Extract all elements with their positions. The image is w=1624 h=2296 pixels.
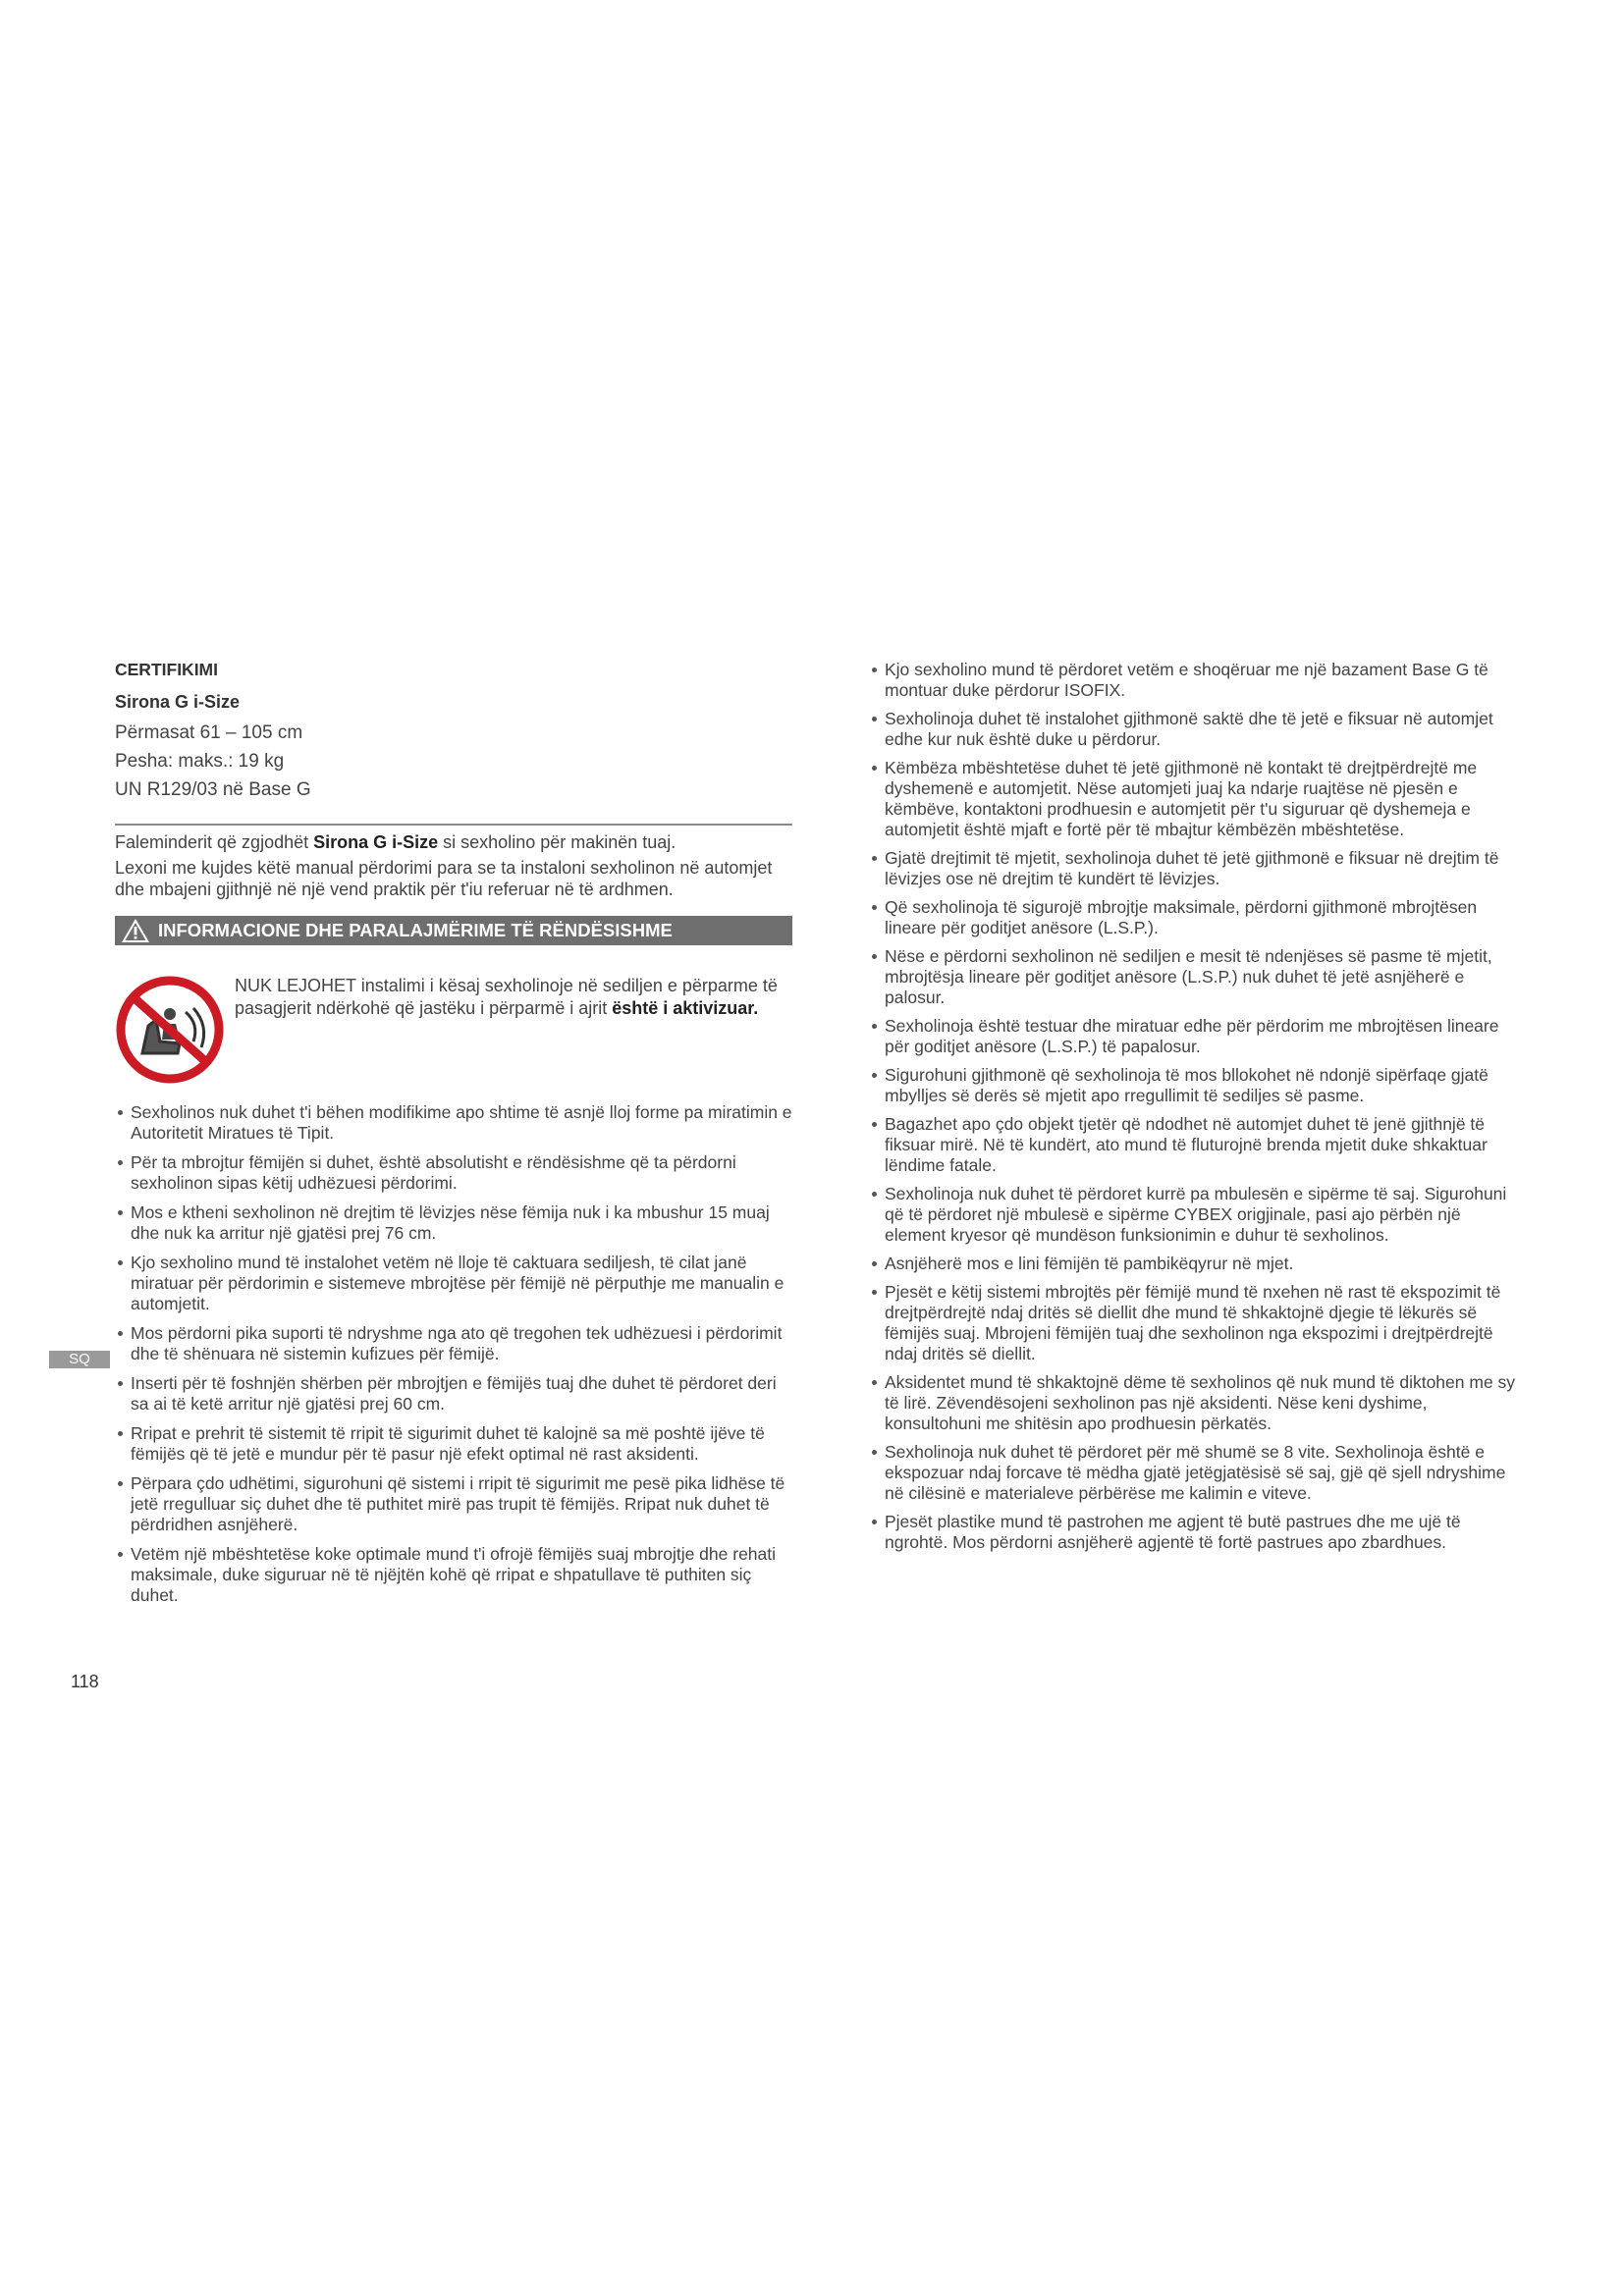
list-item: Sexholinoja nuk duhet të përdoret kurrë pa mbulesën e sipërme të saj. Sigurohuni që të përdoret një mbulesë e sipërme CYBEX origjinale, pasi ajo përbën një element kryesor që mundëson funksionimin e duhur të sexholinos. — [869, 1184, 1517, 1246]
right-bullet-list — [869, 660, 1517, 1553]
warning-header-bar — [115, 916, 792, 945]
prohibition-notice — [115, 975, 792, 1085]
list-item: Aksidentet mund të shkaktojnë dëme të sexholinos që nuk mund të diktohen me sy të lirë. Zëvendësojeni sexholinon pas një aksidenti. Nëse keni dyshime, konsultohuni me shitësin apo prodhuesin përkatës. — [869, 1372, 1517, 1434]
list-item: Sexholinoja duhet të instalohet gjithmonë saktë dhe të jetë e fiksuar në automjet edhe kur nuk është duke u përdorur. — [869, 709, 1517, 750]
certification-heading: CERTIFIKIMI — [115, 660, 218, 679]
list-item: Përpara çdo udhëtimi, sigurohuni që sistemi i rripit të sigurimit me pesë pika lidhëse të jetë rregulluar siç duhet dhe të puthitet mirë pas trupit të fëmijës. Rripat nuk duhet të përdridhen asnjëherë. — [115, 1473, 792, 1535]
list-item: Pjesët plastike mund të pastrohen me agjent të butë pastrues dhe me ujë të ngrohtë. Mos përdorni asnjëherë agjentë të fortë pastrues apo zbardhues. — [869, 1512, 1517, 1553]
thanks-paragraph — [115, 831, 792, 853]
section-divider — [115, 824, 792, 826]
spec-weight: Pesha: maks.: 19 kg — [115, 751, 285, 772]
intro-section — [115, 831, 792, 900]
list-item: Bagazhet apo çdo objekt tjetër që ndodhet në automjet duhet të jenë gjithnjë të fiksuar mirë. Në të kundërt, ato mund të fluturojnë brenda mjetit duke shkaktuar lëndime fatale. — [869, 1114, 1517, 1176]
read-manual-paragraph: Lexoni me kujdes këtë manual përdorimi para se ta instaloni sexholinon në automjet dhe mbajeni gjithnjë në një vend praktik për t'iu referuar në të ardhmen. — [115, 858, 773, 899]
list-item: Mos përdorni pika suporti të ndryshme nga ato që tregohen tek udhëzuesi i përdorimit dhe të shënuara në sistemin kufizues për fëmijë. — [115, 1323, 792, 1364]
list-item: Rripat e prehrit të sistemit të rripit të sigurimit duhet të kalojnë sa më poshtë ijëve të fëmijës që të jetë e mundur për të pasur një efekt optimal në rast aksidenti. — [115, 1423, 792, 1465]
thanks-text: Faleminderit që zgjodhët — [115, 832, 314, 852]
list-item: Gjatë drejtimit të mjetit, sexholinoja duhet të jetë gjithmonë e fiksuar në drejtim të lëvizjes ose në drejtim të kundërt të lëvizjes. — [869, 848, 1517, 889]
product-name: Sirona G i-Size — [115, 692, 241, 712]
list-item: Mos e ktheni sexholinon në drejtim të lëvizjes nëse fëmija nuk i ka mbushur 15 muaj dhe nuk ka arritur një gjatësi prej 76 cm. — [115, 1202, 792, 1244]
prohibition-emphasis: është i aktivizuar. — [612, 998, 759, 1018]
prohibition-text — [235, 975, 792, 1020]
list-item: Inserti për të foshnjën shërben për mbrojtjen e fëmijës tuaj dhe duhet të përdoret deri sa ai të ketë arritur një gjatësi prej 60 cm. — [115, 1373, 792, 1415]
list-item: Këmbëza mbështetëse duhet të jetë gjithmonë në kontakt të drejtpërdrejtë me dyshemenë e automjetit. Nëse automjeti juaj ka ndarje ruajtëse në pjesën e këmbëve, kontaktoni prodhuesin e automjetit për t'u siguruar që dyshemeja e automjetit është mjaft e fortë për të mbajtur këmbëzën mbështetëse. — [869, 758, 1517, 840]
list-item: Pjesët e këtij sistemi mbrojtës për fëmijë mund të nxehen në rast të ekspozimit të drejtpërdrejtë ndaj dritës së diellit dhe mund të shkaktojnë djegie të lëkurës së fëmijës suaj. Mbrojeni fëmijën tuaj dhe sexholinon nga ekspozimi i drejtpërdrejtë ndaj dritës së diellit. — [869, 1282, 1517, 1364]
left-bullet-list — [115, 1102, 792, 1606]
list-item: Kjo sexholino mund të përdoret vetëm e shoqëruar me një bazament Base G të montuar duke përdorur ISOFIX. — [869, 660, 1517, 701]
thanks-text-end: si sexholino për makinën tuaj. — [438, 832, 677, 852]
list-item: Vetëm një mbështetëse koke optimale mund t'i ofrojë fëmijës suaj mbrojtje dhe rehati maksimale, duke siguruar në të njëjtën kohë që rripat e shpatullave të puthiten siç duhet. — [115, 1544, 792, 1606]
spec-approval: UN R129/03 në Base G — [115, 779, 311, 800]
list-item: Sexholinos nuk duhet t'i bëhen modifikime apo shtime të asnjë lloj forme pa miratimin e Autoritetit Miratues të Tipit. — [115, 1102, 792, 1144]
thanks-product: Sirona G i-Size — [313, 832, 439, 852]
spec-dimensions: Përmasat 61 – 105 cm — [115, 722, 303, 743]
right-column — [869, 660, 1517, 1561]
list-item: Për ta mbrojtur fëmijën si duhet, është absolutisht e rëndësishme që ta përdorni sexholinon sipas këtij udhëzuesi përdorimi. — [115, 1152, 792, 1194]
left-column — [115, 660, 792, 1615]
language-tab: SQ — [49, 1351, 110, 1368]
list-item: Nëse e përdorni sexholinon në sediljen e mesit të ndenjëses së pasme të mjetit, mbrojtësja lineare për goditjet anësore (L.S.P.) nuk duhet të jetë asnjëherë e palosur. — [869, 946, 1517, 1008]
list-item: Sexholinoja është testuar dhe miratuar edhe për përdorim me mbrojtësen lineare për goditjet anësore (L.S.P.) të papalosur. — [869, 1016, 1517, 1057]
no-front-seat-airbag-icon — [115, 975, 225, 1085]
warning-triangle-icon — [121, 918, 150, 943]
list-item: Kjo sexholino mund të instalohet vetëm në lloje të caktuara sediljesh, të cilat janë miratuar për përdorimin e sistemeve mbrojtëse për fëmijë në përputhje me manualin e automjetit. — [115, 1253, 792, 1314]
prohibition-body: NUK LEJOHET instalimi i kësaj sexholinoje në sediljen e përparme të pasagjerit ndërkohë që jastëku i përparmë i ajrit — [235, 976, 778, 1018]
list-item: Sexholinoja nuk duhet të përdoret për më shumë se 8 vite. Sexholinoja është e ekspozuar ndaj forcave të mëdha gjatë jetëgjatësisë së saj, gjë që sjell ndryshime në cilësinë e materialeve përbërëse me kalimin e viteve. — [869, 1442, 1517, 1504]
list-item: Asnjëherë mos e lini fëmijën të pambikëqyrur në mjet. — [869, 1254, 1517, 1274]
page-number: 118 — [71, 1672, 99, 1691]
list-item: Sigurohuni gjithmonë që sexholinoja të mos bllokohet në ndonjë sipërfaqe gjatë mbylljes së derës së mjetit apo rregullimit të sediljes së pasme. — [869, 1065, 1517, 1106]
warning-header-text: INFORMACIONE DHE PARALAJMËRIME TË RËNDËSISHME — [158, 920, 673, 940]
list-item: Që sexholinoja të sigurojë mbrojtje maksimale, përdorni gjithmonë mbrojtësen lineare për goditjet anësore (L.S.P.). — [869, 897, 1517, 938]
